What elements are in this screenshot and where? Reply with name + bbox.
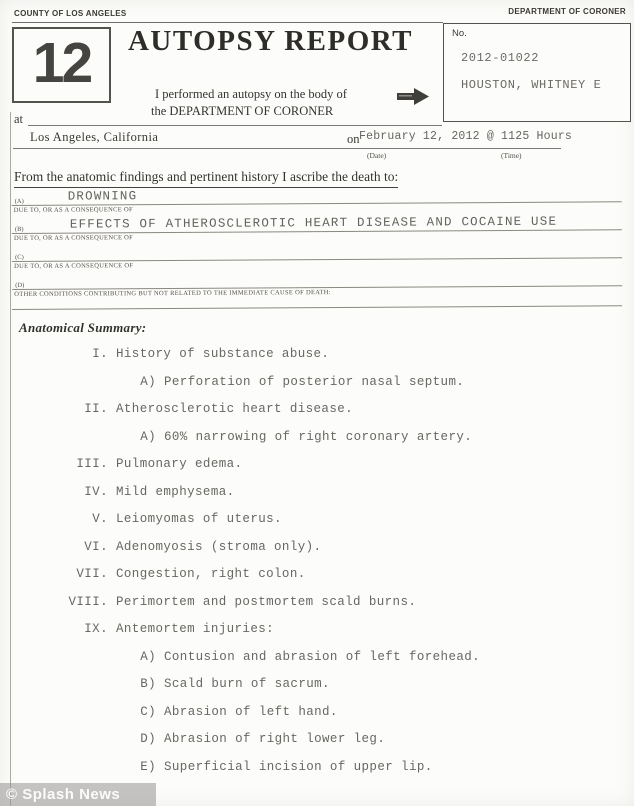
right-arrow-icon <box>397 88 429 105</box>
performed-line-2: the DEPARTMENT OF CORONER <box>151 104 334 118</box>
cause-footer-b: DUE TO, OR AS A CONSEQUENCE OF <box>13 234 134 242</box>
cause-row-a <box>12 185 622 217</box>
item-letter: E) <box>140 759 156 774</box>
cause-row-b <box>12 213 622 245</box>
item-text: Scald burn of sacrum. <box>164 677 330 691</box>
item-text: Pulmonary edema. <box>116 457 243 471</box>
scan-edge-line <box>10 112 11 806</box>
date-caption: (Date) <box>367 151 387 160</box>
summary-item <box>12 398 622 426</box>
item-letter: D) <box>140 732 156 746</box>
item-text: Antemortem injuries: <box>116 622 275 636</box>
summary-item <box>12 618 622 646</box>
summary-subitem <box>12 673 622 701</box>
summary-item <box>12 563 622 591</box>
header-rule <box>12 22 443 23</box>
section-divider-rule <box>12 305 622 310</box>
datetime-value: February 12, 2012 @ 1125 Hours <box>359 130 573 143</box>
cause-of-death-block <box>12 185 623 301</box>
item-text: Congestion, right colon. <box>116 567 306 581</box>
item-numeral: II. <box>84 402 108 416</box>
item-numeral: III. <box>76 457 108 471</box>
summary-subitem <box>12 701 622 729</box>
summary-subitem <box>12 646 622 674</box>
cause-value-b: EFFECTS OF ATHEROSCLEROTIC HEART DISEASE AND COCAINE USE <box>69 214 558 232</box>
cause-footer-a: DUE TO, OR AS A CONSEQUENCE OF <box>13 206 133 214</box>
item-text: Perimortem and postmortem scald burns. <box>116 594 417 609</box>
cause-label-a: (A) <box>14 197 24 205</box>
summary-subitem <box>12 371 622 399</box>
form-number: 12 <box>32 30 91 95</box>
item-text: Abrasion of left hand. <box>164 704 338 719</box>
anatomical-summary-heading: Anatomical Summary: <box>19 320 147 335</box>
cause-label-c: (C) <box>15 253 24 261</box>
item-text: Leiomyomas of uterus. <box>116 512 282 526</box>
summary-item <box>12 453 622 481</box>
decedent-name: HOUSTON, WHITNEY E <box>461 78 602 92</box>
summary-subitem <box>12 426 622 454</box>
splash-news-watermark: © Splash News <box>0 783 156 806</box>
item-text: Abrasion of right lower leg. <box>164 732 386 746</box>
item-text: 60% narrowing of right coronary artery. <box>164 429 473 444</box>
on-label: on <box>347 132 360 146</box>
time-caption: (Time) <box>501 151 522 160</box>
page-title: AUTOPSY REPORT <box>127 25 414 57</box>
summary-item <box>12 591 622 619</box>
summary-subitem <box>12 728 622 756</box>
anatomical-summary-list <box>12 343 622 783</box>
item-text: Mild emphysema. <box>116 484 235 499</box>
item-letter: C) <box>140 704 156 719</box>
summary-item <box>12 343 622 371</box>
item-text: Contusion and abrasion of left forehead. <box>164 649 481 664</box>
cause-footer-d: OTHER CONDITIONS CONTRIBUTING BUT NOT RELATED TO THE IMMEDIATE CAUSE OF DEATH: <box>14 289 331 298</box>
item-text: History of substance abuse. <box>116 347 330 361</box>
location-value: Los Angeles, California <box>30 130 159 144</box>
item-numeral: VI. <box>84 539 108 554</box>
cause-intro-line: From the anatomic findings and pertinent history I ascribe the death to: <box>14 169 398 188</box>
item-numeral: I. <box>92 347 108 361</box>
item-numeral: IV. <box>84 484 108 499</box>
datetime-underline <box>346 148 561 149</box>
case-no-label: No. <box>452 28 467 39</box>
at-label: at <box>14 112 24 126</box>
case-number-box <box>443 23 631 122</box>
form-number-box <box>12 27 111 103</box>
item-letter: A) <box>140 649 156 664</box>
item-numeral: V. <box>92 512 108 526</box>
item-letter: A) <box>140 374 156 389</box>
cause-footer-c: DUE TO, OR AS A CONSEQUENCE OF <box>14 262 134 270</box>
cause-row-c <box>12 241 622 273</box>
cause-label-b: (B) <box>14 225 24 233</box>
item-text: Adenomyosis (stroma only). <box>116 539 322 554</box>
item-numeral: IX. <box>84 622 108 636</box>
location-underline <box>13 148 346 149</box>
case-number: 2012-01022 <box>461 51 540 65</box>
summary-item <box>12 481 622 509</box>
item-numeral: VII. <box>76 567 108 581</box>
summary-subitem <box>12 756 622 784</box>
department-label: DEPARTMENT OF CORONER <box>508 7 626 16</box>
item-letter: B) <box>140 677 156 691</box>
summary-item <box>12 508 622 536</box>
cause-row-d <box>12 269 622 301</box>
at-underline <box>28 125 442 126</box>
performed-line-1: I performed an autopsy on the body of <box>155 87 347 101</box>
item-text: Atherosclerotic heart disease. <box>116 402 354 416</box>
county-label: COUNTY OF LOS ANGELES <box>14 9 127 18</box>
summary-item <box>12 536 622 564</box>
cause-label-d: (D) <box>15 281 25 289</box>
item-numeral: VIII. <box>68 594 108 609</box>
item-text: Superficial incision of upper lip. <box>164 759 433 774</box>
item-letter: A) <box>140 429 156 444</box>
cause-value-a: DROWNING <box>67 189 138 204</box>
item-text: Perforation of posterior nasal septum. <box>164 374 465 389</box>
